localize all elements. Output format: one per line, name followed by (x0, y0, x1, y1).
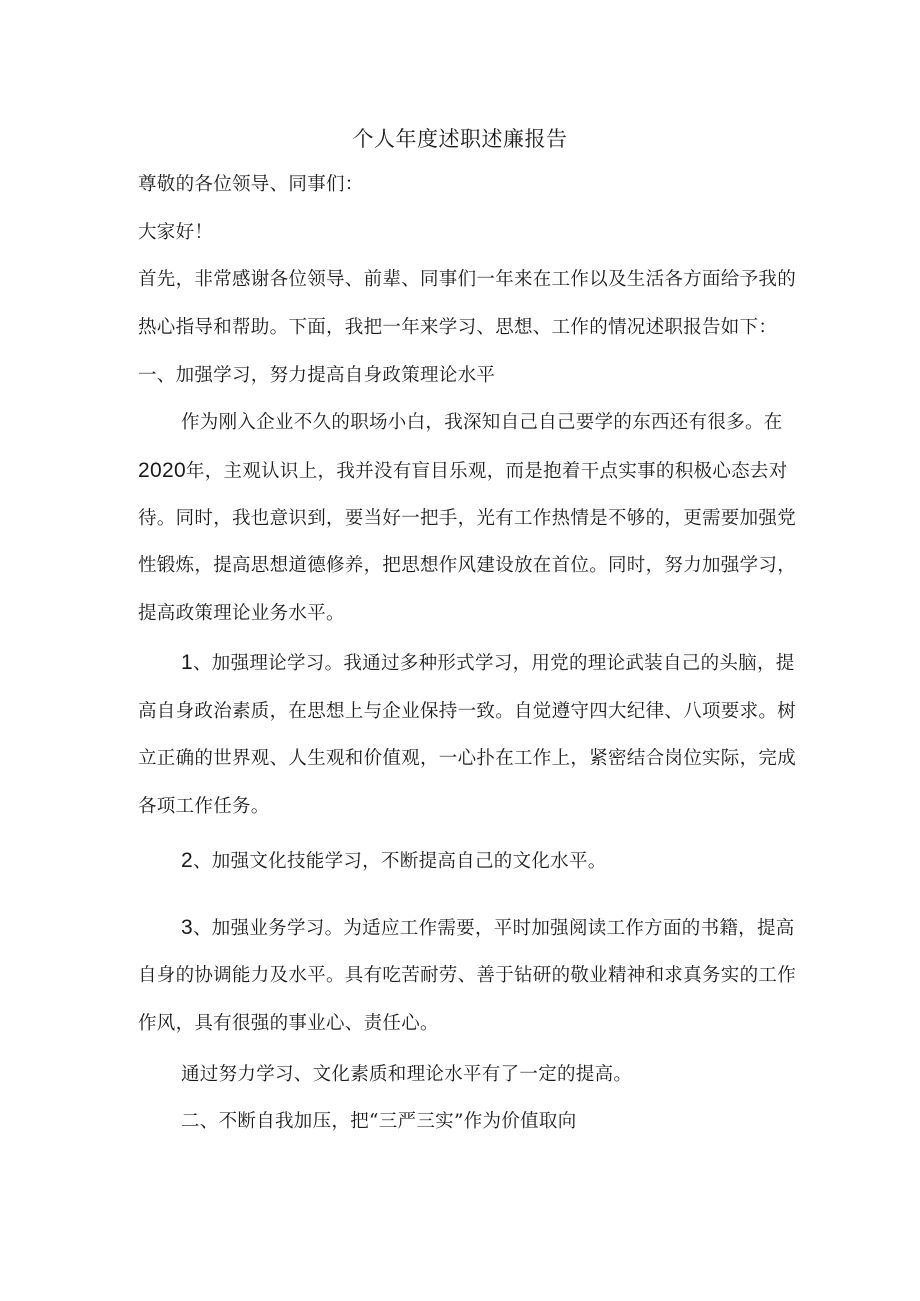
section1-para1-line-3: 待。同时，我也意识到，要当好一把手，光有工作热情是不够的，更需要加强党 (138, 508, 797, 529)
section1-para1-line-2 (138, 456, 788, 487)
item1-line-3: 立正确的世界观、人生观和价值观，一心扑在工作上，紧密结合岗位实际，完成 (138, 748, 797, 769)
salutation: 尊敬的各位领导、同事们： (138, 174, 364, 195)
item3-line-1 (181, 913, 795, 944)
document-title: 个人年度述职述廉报告 (352, 127, 568, 151)
section2-heading: 二、不断自我加压，把“三严三实”作为价值取向 (181, 1111, 577, 1132)
item3-line-3: 作风，具有很强的事业心、责任心。 (138, 1013, 439, 1034)
item1-line-1-text: 、加强理论学习。我通过多种形式学习，用党的理论武装自己的头脑，提 (192, 653, 795, 674)
item1-number: 1 (181, 651, 193, 674)
item2-line-1-text: 、加强文化技能学习，不断提高自己的文化水平。 (192, 851, 607, 872)
item3-number: 3 (181, 916, 193, 939)
intro-line-1: 首先，非常感谢各位领导、前辈、同事们一年来在工作以及生活各方面给予我的 (138, 269, 797, 290)
section1-para1-line-5: 提高政策理论业务水平。 (138, 603, 345, 624)
section1-para1-line-4: 性锻炼，提高思想道德修养，把思想作风建设放在首位。同时，努力加强学习， (138, 555, 797, 576)
greeting: 大家好！ (138, 222, 214, 243)
item1-line-1 (181, 648, 795, 679)
section1-para1-line-1: 作为刚入企业不久的职场小白，我深知自己自己要学的东西还有很多。在 (181, 412, 783, 433)
section1-para1-line-2-text: 年，主观认识上，我并没有盲目乐观，而是抱着干点实事的积极心态去对 (185, 461, 788, 482)
item2-line-1 (181, 846, 607, 877)
item1-line-2: 高自身政治素质，在思想上与企业保持一致。自觉遵守四大纪律、八项要求。树 (138, 701, 797, 722)
section1-summary: 通过努力学习、文化素质和理论水平有了一定的提高。 (181, 1064, 633, 1085)
section1-heading: 一、加强学习，努力提高自身政策理论水平 (138, 365, 496, 386)
item1-line-4: 各项工作任务。 (138, 796, 270, 817)
item2-number: 2 (181, 849, 193, 872)
year-number: 2020 (138, 459, 186, 482)
item3-line-1-text: 、加强业务学习。为适应工作需要，平时加强阅读工作方面的书籍，提高 (192, 918, 795, 939)
intro-line-2: 热心指导和帮助。下面，我把一年来学习、思想、工作的情况述职报告如下： (138, 317, 778, 338)
item3-line-2: 自身的协调能力及水平。具有吃苦耐劳、善于钻研的敬业精神和求真务实的工作 (138, 965, 797, 986)
